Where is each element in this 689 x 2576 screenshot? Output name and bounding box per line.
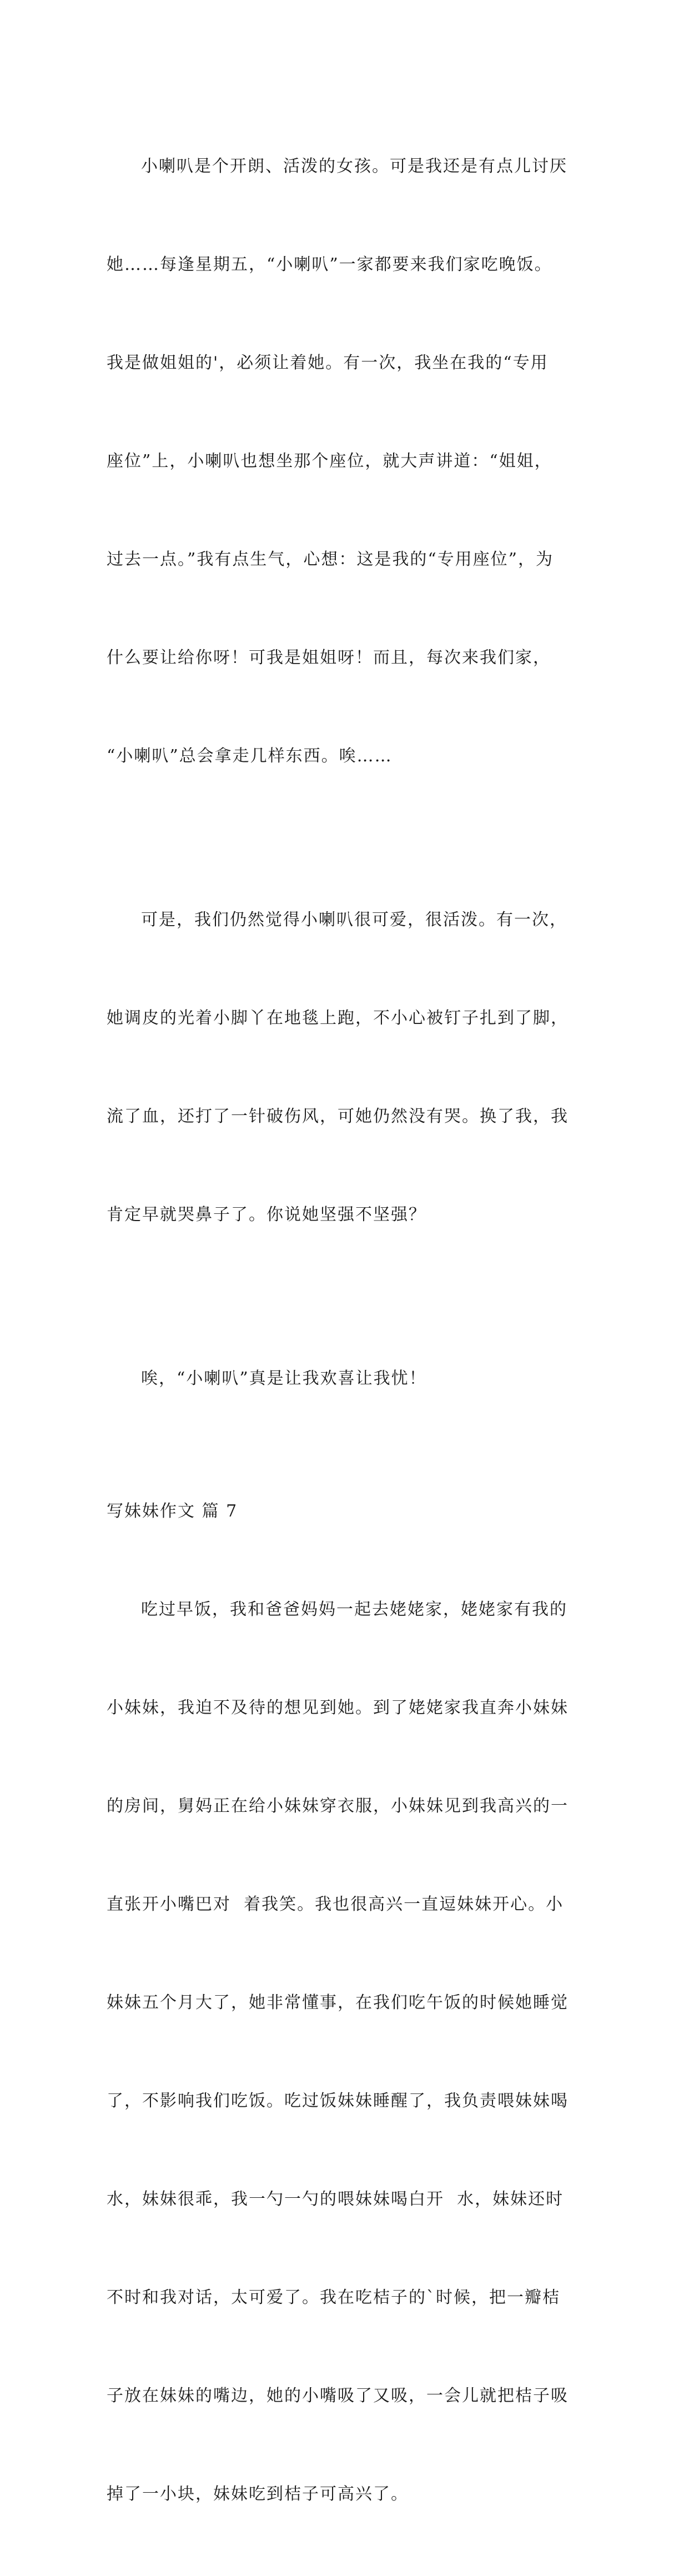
paragraph-line: 小妹妹，我迫不及待的想见到她。到了姥姥家我直奔小妹妹: [107, 1698, 569, 1718]
section-spacer: [107, 1460, 590, 1495]
paragraph-line: 小喇叭是个开朗、活泼的女孩。可是我还是有点儿讨厌: [141, 157, 567, 176]
paragraph-line: 她……每逢星期五，“小喇叭”一家都要来我们家吃晚饭。: [107, 255, 552, 274]
paragraph-line: 了，不影响我们吃饭。吃过饭妹妹睡醒了，我负责喂妹妹喝: [107, 2091, 569, 2111]
paragraph-line: 子放在妹妹的嘴边，她的小嘴吸了又吸，一会儿就把桔子吸: [107, 2386, 569, 2406]
paragraph-line: 水，妹妹很乖，我一勺一勺的喂妹妹喝白开 水，妹妹还时: [107, 2190, 564, 2209]
paragraph-line: 流了血，还打了一针破伤风，可她仍然没有哭。换了我，我: [107, 1107, 569, 1126]
paragraph-line: “小喇叭”总会拿走几样东西。唉……: [107, 746, 393, 766]
document-page: [107, 84, 590, 2576]
paragraph-line: 肯定早就哭鼻子了。你说她坚强不坚强？: [107, 1205, 426, 1224]
paragraph-line: 吃过早饭，我和爸爸妈妈一起去姥姥家，姥姥家有我的: [141, 1600, 567, 1619]
paragraph-2: [107, 838, 590, 1297]
paragraph-line: 唉，“小喇叭”真是让我欢喜让我忧！: [141, 1369, 427, 1388]
paragraph-3: [107, 1297, 590, 1460]
paragraph-line: 掉了一小块，妹妹吃到桔子可高兴了。: [107, 2484, 409, 2504]
paragraph-line: 可是，我们仍然觉得小喇叭很可爱，很活泼。有一次，: [141, 910, 567, 930]
paragraph-1: [107, 84, 590, 838]
paragraph-line: 的房间，舅妈正在给小妹妹穿衣服，小妹妹见到我高兴的一: [107, 1796, 569, 1816]
paragraph-line: 她调皮的光着小脚丫在地毯上跑，不小心被钉子扎到了脚，: [107, 1008, 569, 1028]
paragraph-line: 直张开小嘴巴对 着我笑。我也很高兴一直逗妹妹开心。小: [107, 1895, 564, 1914]
paragraph-line: 我是做姐姐的'，必须让着她。有一次，我坐在我的“专用: [107, 353, 549, 373]
paragraph-line: 妹妹五个月大了，她非常懂事，在我们吃午饭的时候她睡觉: [107, 1993, 569, 2012]
paragraph-line: 不时和我对话，太可爱了。我在吃桔子的`时候，把一瓣桔: [107, 2288, 560, 2307]
paragraph-4: [107, 1528, 590, 2576]
paragraph-line: 过去一点。”我有点生气，心想：这是我的“专用座位”，为: [107, 550, 554, 569]
paragraph-line: 什么要让给你呀！可我是姐姐呀！而且，每次来我们家，: [107, 648, 551, 667]
paragraph-line: 座位”上，小喇叭也想坐那个座位，就大声讲道：“姐姐，: [107, 451, 552, 471]
section-heading: 写妹妹作文 篇 7: [107, 1502, 238, 1521]
